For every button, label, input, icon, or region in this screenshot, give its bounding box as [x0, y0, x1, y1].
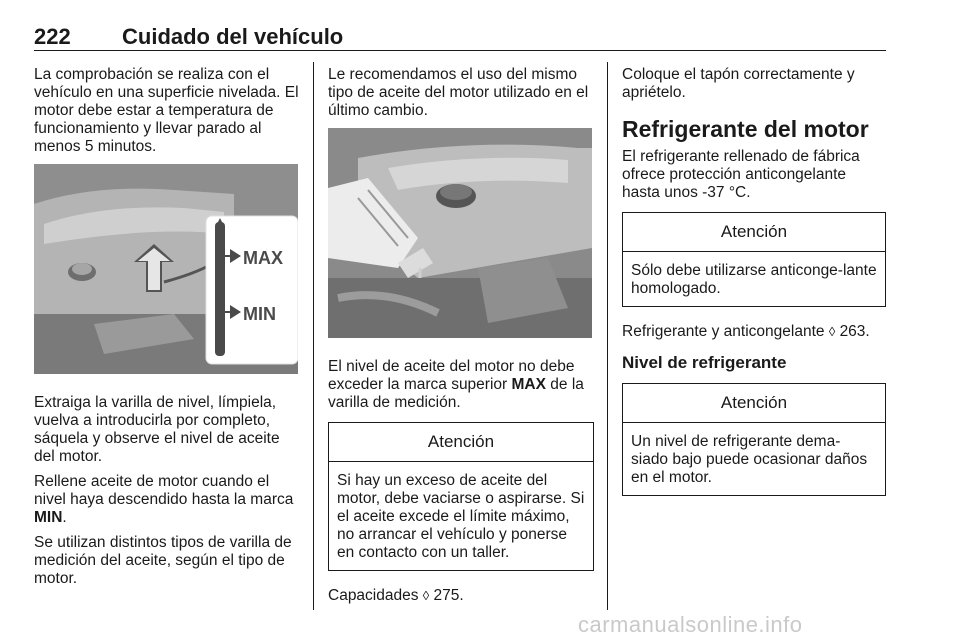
- warning-title: Atención: [623, 213, 885, 252]
- paragraph: Coloque el tapón correctamente y apriételo.: [622, 66, 855, 101]
- column-divider: [607, 62, 608, 610]
- page-reference-arrow-icon: ◊: [828, 324, 836, 339]
- page-title: Cuidado del vehículo: [122, 24, 344, 49]
- oil-fill-figure: [328, 128, 592, 338]
- max-mark: MAX: [511, 376, 546, 393]
- paragraph: Refrigerante y anticongelante ◊ 263.: [622, 323, 870, 340]
- dipstick-figure: [34, 164, 298, 374]
- min-mark: MIN: [34, 509, 63, 526]
- column-1: [34, 66, 300, 595]
- paragraph: Rellene aceite de motor cuando el nivel haya descendido hasta la marca MIN.: [34, 473, 294, 526]
- engine-dipstick-illustration: [34, 164, 298, 374]
- paragraph: Extraiga la varilla de nivel, límpiela, vuelva a introducirla por completo, sáquela y observe el nivel de aceite del motor.: [34, 394, 280, 465]
- column-2: [328, 66, 594, 612]
- max-label: MAX: [243, 248, 283, 268]
- subsection-heading: Nivel de refrigerante: [622, 353, 787, 372]
- min-label: MIN: [243, 304, 276, 324]
- paragraph: Le recomendamos el uso del mismo tipo de aceite del motor utilizado en el último cambio.: [328, 66, 589, 119]
- warning-box: [622, 383, 886, 496]
- paragraph: Capacidades ◊ 275.: [328, 587, 464, 604]
- warning-title: Atención: [623, 384, 885, 423]
- paragraph: La comprobación se realiza con el vehículo en una superficie nivelada. El motor debe estar a temperatura de funcionamiento y llevar parado al menos 5 minutos.: [34, 66, 299, 155]
- page-reference: 275.: [433, 587, 464, 604]
- paragraph: Se utilizan distintos tipos de varilla de medición del aceite, según el tipo de motor.: [34, 534, 292, 587]
- warning-text: Sólo debe utilizarse anticonge-lante homologado.: [631, 262, 877, 297]
- warning-box: [622, 212, 886, 307]
- page-header: [34, 24, 886, 51]
- section-heading: Refrigerante del motor: [622, 116, 869, 142]
- watermark: carmanualsonline.info: [578, 612, 803, 637]
- oil-filling-illustration: [328, 128, 592, 338]
- column-3: [622, 66, 886, 512]
- paragraph: El nivel de aceite del motor no debe exceder la marca superior MAX de la varilla de medición.: [328, 358, 584, 411]
- warning-box: [328, 422, 594, 571]
- paragraph: El refrigerante rellenado de fábrica ofrece protección anticongelante hasta unos -37 °C.: [622, 148, 860, 201]
- warning-title: Atención: [329, 423, 593, 462]
- page-reference-arrow-icon: ◊: [422, 588, 430, 603]
- warning-text: Si hay un exceso de aceite del motor, debe vaciarse o aspirarse. Si el aceite excede el límite máximo, no arrancar el vehículo y ponerse en contacto con un taller.: [337, 472, 585, 561]
- page-reference: 263.: [839, 323, 870, 340]
- warning-text: Un nivel de refrigerante dema-siado bajo puede ocasionar daños en el motor.: [631, 433, 868, 486]
- column-divider: [313, 62, 314, 610]
- page-number: 222: [34, 24, 71, 49]
